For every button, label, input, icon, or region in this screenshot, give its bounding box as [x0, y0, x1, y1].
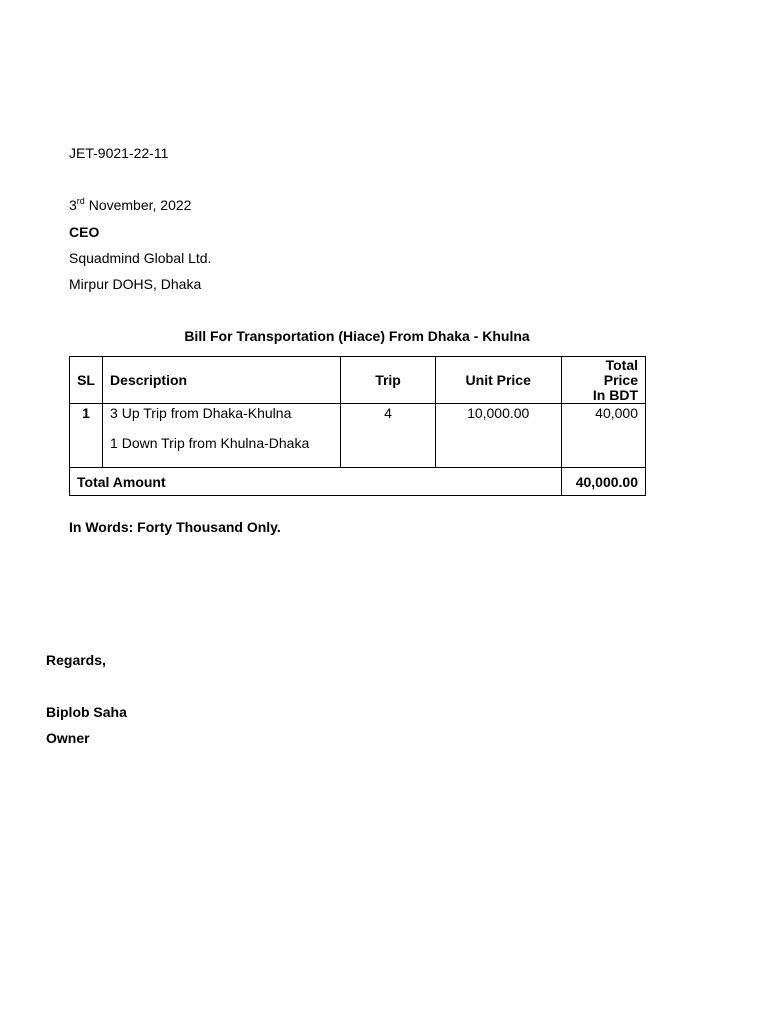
cell-sl: 1	[70, 404, 103, 468]
cell-unit-price: 10,000.00	[435, 404, 561, 468]
description-line-2: 1 Down Trip from Khulna-Dhaka	[110, 435, 310, 451]
letter-date	[69, 197, 191, 213]
table-row	[70, 404, 646, 468]
total-amount-value: 40,000.00	[561, 468, 645, 496]
date-month-year: November, 2022	[84, 197, 192, 213]
header-total-line1: Total	[605, 356, 638, 373]
cell-description	[103, 404, 341, 468]
header-total-line3: In BDT	[592, 386, 638, 403]
table-header-row	[70, 357, 646, 404]
bill-title: Bill For Transportation (Hiace) From Dhaka - Khulna	[184, 328, 530, 344]
total-row	[70, 468, 646, 496]
bill-table	[69, 356, 646, 496]
total-amount-label: Total Amount	[70, 468, 562, 496]
header-description: Description	[103, 357, 341, 404]
closing-regards: Regards,	[46, 652, 106, 668]
header-total-line2: Price	[603, 371, 638, 388]
cell-total: 40,000	[561, 404, 645, 468]
amount-in-words: In Words: Forty Thousand Only.	[69, 519, 281, 535]
header-trip: Trip	[341, 357, 435, 404]
description-line-1: 3 Up Trip from Dhaka-Khulna	[110, 405, 292, 421]
signer-role: Owner	[46, 730, 90, 746]
recipient-company: Squadmind Global Ltd.	[69, 250, 212, 266]
date-suffix: rd	[76, 196, 85, 206]
signer-name: Biplob Saha	[46, 704, 127, 720]
cell-trip: 4	[341, 404, 435, 468]
recipient-address: Mirpur DOHS, Dhaka	[69, 276, 202, 292]
date-day: 3	[69, 197, 77, 213]
reference-number: JET-9021-22-11	[69, 145, 169, 161]
header-sl: SL	[70, 357, 103, 404]
recipient-title: CEO	[69, 224, 100, 240]
header-total-price	[561, 357, 645, 404]
header-unit-price: Unit Price	[435, 357, 561, 404]
